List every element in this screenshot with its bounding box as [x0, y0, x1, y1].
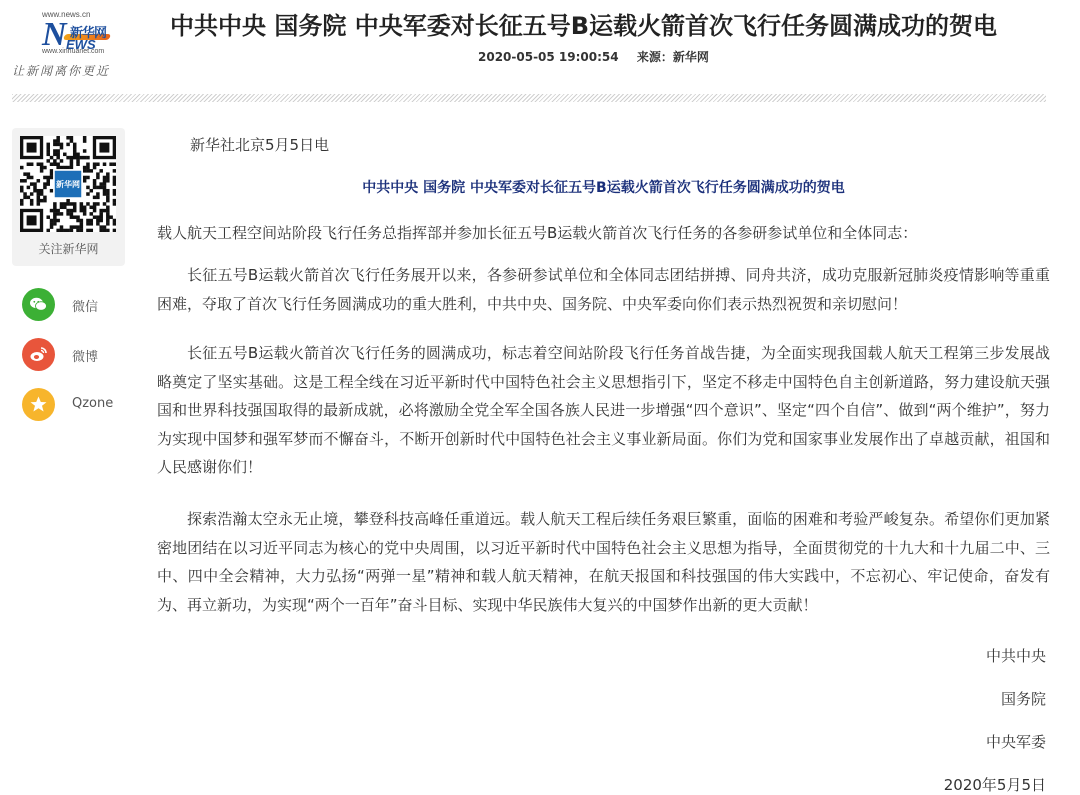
- page-title: 中共中央 国务院 中央军委对长征五号B运载火箭首次飞行任务圆满成功的贺电: [170, 12, 998, 40]
- logo-slogan: 让新闻离你更近: [12, 64, 111, 78]
- article-subhead: 中共中央 国务院 中央军委对长征五号B运载火箭首次飞行任务圆满成功的贺电: [362, 180, 845, 196]
- source-label: 来源：: [636, 50, 673, 64]
- qr-code: [20, 136, 116, 232]
- signature-cpc: 中共中央: [985, 647, 1046, 665]
- weibo-icon: [22, 338, 55, 371]
- article-paragraph: 长征五号B运载火箭首次飞行任务展开以来，各参研参试单位和全体同志团结拼搏、同舟共济，成功克服新冠肺炎疫情影响等重重困难，夺取了首次飞行任务圆满成功的重大胜利，中共中央、国务院、中央军委向你们表示热烈祝贺和亲切慰问！: [157, 266, 1050, 313]
- header-divider: [12, 94, 1046, 102]
- qr-label: 关注新华网: [38, 242, 99, 256]
- logo-url-top: www.news.cn: [42, 10, 91, 19]
- logo-url-bottom: www.xinhuanet.com: [42, 48, 105, 55]
- logo-letters: EWS: [66, 37, 96, 52]
- signature-cmc: 中央军委: [985, 733, 1046, 751]
- article-paragraph: 长征五号B运载火箭首次飞行任务的圆满成功，标志着空间站阶段飞行任务首战告捷，为全面实现我国载人航天工程第三步发展战略奠定了坚实基础。这是工程全线在习近平新时代中国特色社会主义思想指引下，坚定不移走中国特色自主创新道路，努力建设航天强国和世界科技强国取得的最新成就，必将激励全党全军全国各族人民进一步增强“四个意识”、坚定“四个自信”、做到“两个维护”，努力为实现中国梦和强军梦而不懈奋斗，不断开创新时代中国特色社会主义事业新局面。你们为党和国家事业发展作出了卓越贡献，祖国和人民感谢你们！: [157, 344, 1050, 476]
- share-weibo-label: 微博: [72, 350, 99, 365]
- qzone-icon: [22, 388, 55, 421]
- publish-datetime: 2020-05-05 19:00:54: [478, 50, 619, 64]
- site-logo[interactable]: [12, 10, 132, 80]
- logo-cn: 新华网: [70, 26, 107, 41]
- article-salutation: 载人航天工程空间站阶段飞行任务总指挥部并参加长征五号B运载火箭首次飞行任务的各参研参试单位和全体同志：: [157, 224, 918, 242]
- share-qzone-button[interactable]: [22, 388, 132, 422]
- share-qzone-label: Qzone: [72, 396, 114, 411]
- article-dateline: 新华社北京5月5日电: [190, 136, 330, 154]
- source-name: 新华网: [672, 50, 709, 64]
- signature-state-council: 国务院: [1000, 690, 1046, 708]
- logo-letter: N: [42, 16, 67, 53]
- qr-center-text: 新华网: [56, 180, 80, 189]
- share-wechat-button[interactable]: [22, 288, 132, 322]
- article-meta: [478, 48, 723, 65]
- article-date: 2020年5月5日: [943, 776, 1046, 794]
- qr-code-panel: [12, 128, 125, 266]
- share-weibo-button[interactable]: [22, 338, 132, 372]
- share-wechat-label: 微信: [72, 300, 99, 315]
- article-paragraph: 探索浩瀚太空永无止境，攀登科技高峰任重道远。载人航天工程后续任务艰巨繁重，面临的困难和考验严峻复杂。希望你们更加紧密地团结在以习近平同志为核心的党中央周围，以习近平新时代中国特色社会主义思想为指导，全面贯彻党的十九大和十九届二中、三中、四中全会精神，大力弘扬“两弹一星”精神和载人航天精神，在航天报国和科技强国的伟大实践中，不忘初心、牢记使命，奋发有为、再立新功，为实现“两个一百年”奋斗目标、实现中华民族伟大复兴的中国梦作出新的更大贡献！: [157, 510, 1050, 614]
- wechat-icon: [22, 288, 55, 321]
